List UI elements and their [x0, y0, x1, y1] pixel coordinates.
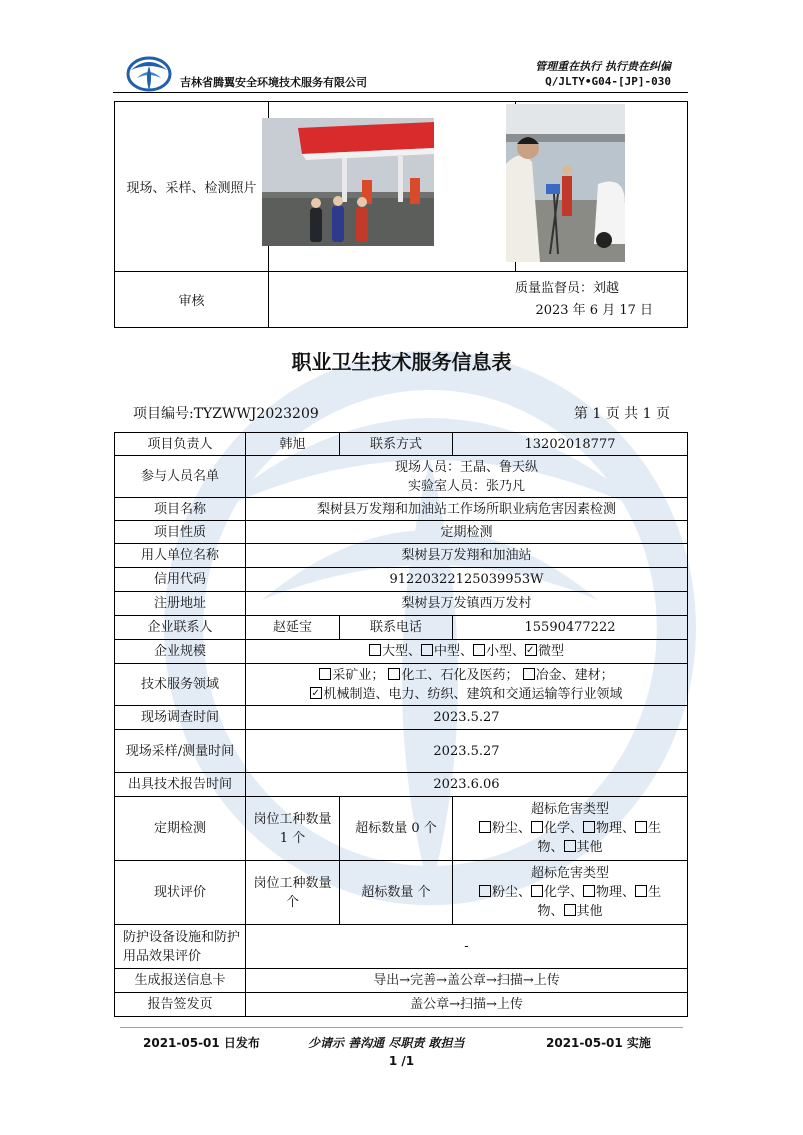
- address-label: 注册地址: [115, 592, 246, 616]
- info-card-label: 生成报送信息卡: [115, 969, 246, 993]
- scale-options: [246, 640, 688, 664]
- members-site: 现场人员：王晶、鲁天纵: [394, 459, 538, 475]
- leader-value: 韩旭: [246, 433, 340, 456]
- report-issue-value: 盖公章→扫描→上传: [246, 993, 688, 1017]
- protection-value: -: [246, 925, 688, 969]
- employer-value: 梨树县万发翔和加油站: [246, 544, 688, 568]
- periodic-label: 定期检测: [115, 797, 246, 861]
- info-card-value: 导出→完善→盖公章→扫描→上传: [246, 969, 688, 993]
- header-slogan: 管理重在执行 执行贵在纠偏: [535, 60, 671, 73]
- review-cell: [269, 272, 688, 328]
- members-label: 参与人员名单: [115, 456, 246, 498]
- members-value: [246, 456, 688, 498]
- field-machinery-checkbox[interactable]: [310, 687, 322, 699]
- nature-value: 定期检测: [246, 521, 688, 544]
- field-machinery-label: 机械制造、电力、纺织、建筑和交通运输等行业领域: [323, 686, 623, 702]
- publish-date: 2021-05-01 日发布: [143, 1036, 260, 1050]
- periodic-hazard-types: [453, 797, 688, 861]
- hazard-bio-checkbox[interactable]: [635, 821, 647, 833]
- survey-time-value: 2023.5.27: [246, 706, 688, 730]
- hazard-type-label: 超标危害类型: [530, 866, 609, 881]
- contact-value: 13202018777: [453, 433, 688, 456]
- document-number: Q/JLTY•G04-[JP]-030: [545, 75, 671, 88]
- phone-label: 联系电话: [340, 616, 453, 640]
- address-value: 梨树县万发镇西万发村: [246, 592, 688, 616]
- project-name-label: 项目名称: [115, 498, 246, 521]
- scale-micro-label: 微型: [538, 644, 565, 659]
- scale-medium-label: 中型: [433, 644, 460, 659]
- phone-value: 15590477222: [453, 616, 688, 640]
- footer-rule: [120, 1027, 683, 1028]
- separator: 、: [512, 644, 526, 659]
- field-mining-checkbox[interactable]: [319, 668, 331, 680]
- form-title: 职业卫生技术服务信息表: [291, 350, 512, 374]
- status-posts: 岗位工种数量 个: [246, 861, 340, 925]
- review-label: 审核: [115, 272, 269, 328]
- status-hazard-types: [453, 861, 688, 925]
- hazard-chemical-checkbox[interactable]: [531, 821, 543, 833]
- sampling-time-value: 2023.5.27: [246, 730, 688, 773]
- report-time-label: 出具技术报告时间: [115, 773, 246, 797]
- status-label: 现状评价: [115, 861, 246, 925]
- header-rule: [113, 92, 688, 93]
- nature-label: 项目性质: [115, 521, 246, 544]
- site-photo-group: [262, 118, 434, 246]
- hazard-physical-checkbox[interactable]: [583, 821, 595, 833]
- review-date: 2023 年 6 月 17 日: [535, 302, 653, 318]
- project-name-value: 梨树县万发翔和加油站工作场所职业病危害因素检测: [246, 498, 688, 521]
- field-chemical-label: 化工、石化及医药；: [401, 667, 519, 683]
- company-logo: [125, 52, 173, 92]
- credit-label: 信用代码: [115, 568, 246, 592]
- hazard-chemical-label: 化学、: [543, 821, 583, 836]
- hazard-dust-label: 粉尘、: [491, 821, 531, 836]
- status-hazard-bio-label-cont: 物、: [537, 904, 564, 919]
- field-metallurgy-checkbox[interactable]: [523, 668, 535, 680]
- scale-medium-checkbox[interactable]: [421, 644, 433, 656]
- leader-label: 项目负责人: [115, 433, 246, 456]
- status-hazard-dust-label: 粉尘、: [491, 885, 531, 900]
- field-metallurgy-label: 冶金、建材；: [535, 667, 614, 683]
- effective-date: 2021-05-01 实施: [546, 1036, 651, 1050]
- field-chemical-checkbox[interactable]: [388, 668, 400, 680]
- footer-page-number: 1 /1: [388, 1054, 415, 1068]
- survey-time-label: 现场调查时间: [115, 706, 246, 730]
- status-hazard-bio-label: 生: [648, 885, 662, 900]
- members-lab: 实验室人员：张乃凡: [407, 478, 525, 494]
- hazard-bio-label-cont: 物、: [537, 840, 564, 855]
- report-issue-label: 报告签发页: [115, 993, 246, 1017]
- scale-small-checkbox[interactable]: [473, 644, 485, 656]
- field-mining-label: 采矿业；: [332, 667, 385, 683]
- scale-large-checkbox[interactable]: [369, 644, 381, 656]
- periodic-exceed: 超标数量 0 个: [340, 797, 453, 861]
- periodic-posts: 岗位工种数量 1 个: [246, 797, 340, 861]
- sampling-time-label: 现场采样/测量时间: [115, 730, 246, 773]
- enterprise-contact-value: 赵延宝: [246, 616, 340, 640]
- hazard-dust-checkbox[interactable]: [479, 821, 491, 833]
- site-photo-sampling: [506, 104, 625, 262]
- status-hazard-bio-checkbox[interactable]: [635, 885, 647, 897]
- separator: 、: [407, 644, 421, 659]
- contact-label: 联系方式: [340, 433, 453, 456]
- field-label: 技术服务领域: [115, 664, 246, 706]
- status-hazard-other-label: 其他: [576, 904, 603, 919]
- photos-label: 现场、采样、检测照片: [115, 102, 269, 272]
- scale-small-label: 小型: [486, 644, 513, 659]
- protection-label: 防护设备设施和防护用品效果评价: [115, 925, 246, 969]
- hazard-type-label: 超标危害类型: [530, 802, 609, 817]
- status-hazard-other-checkbox[interactable]: [564, 904, 576, 916]
- status-hazard-chemical-checkbox[interactable]: [531, 885, 543, 897]
- status-hazard-physical-label: 物理、: [596, 885, 636, 900]
- scale-micro-checkbox[interactable]: [525, 644, 537, 656]
- project-number: 项目编号:TYZWWJ2023209: [133, 406, 319, 422]
- hazard-other-checkbox[interactable]: [564, 840, 576, 852]
- field-options: [246, 664, 688, 706]
- status-exceed: 超标数量 个: [340, 861, 453, 925]
- service-info-table: [114, 432, 688, 1017]
- scale-label: 企业规模: [115, 640, 246, 664]
- hazard-bio-label: 生: [648, 821, 662, 836]
- status-hazard-physical-checkbox[interactable]: [583, 885, 595, 897]
- report-time-value: 2023.6.06: [246, 773, 688, 797]
- employer-label: 用人单位名称: [115, 544, 246, 568]
- credit-value: 91220322125039953W: [246, 568, 688, 592]
- page-info: 第 1 页 共 1 页: [573, 406, 670, 422]
- company-name: 吉林省腾翼安全环境技术服务有限公司: [180, 76, 367, 89]
- hazard-physical-label: 物理、: [596, 821, 636, 836]
- scale-large-label: 大型: [381, 644, 408, 659]
- enterprise-contact-label: 企业联系人: [115, 616, 246, 640]
- status-hazard-dust-checkbox[interactable]: [479, 885, 491, 897]
- hazard-other-label: 其他: [576, 840, 603, 855]
- quality-supervisor: 质量监督员：刘越: [514, 280, 619, 296]
- separator: 、: [459, 644, 473, 659]
- status-hazard-chemical-label: 化学、: [543, 885, 583, 900]
- footer-motto: 少请示 善沟通 尽职责 敢担当: [308, 1036, 465, 1050]
